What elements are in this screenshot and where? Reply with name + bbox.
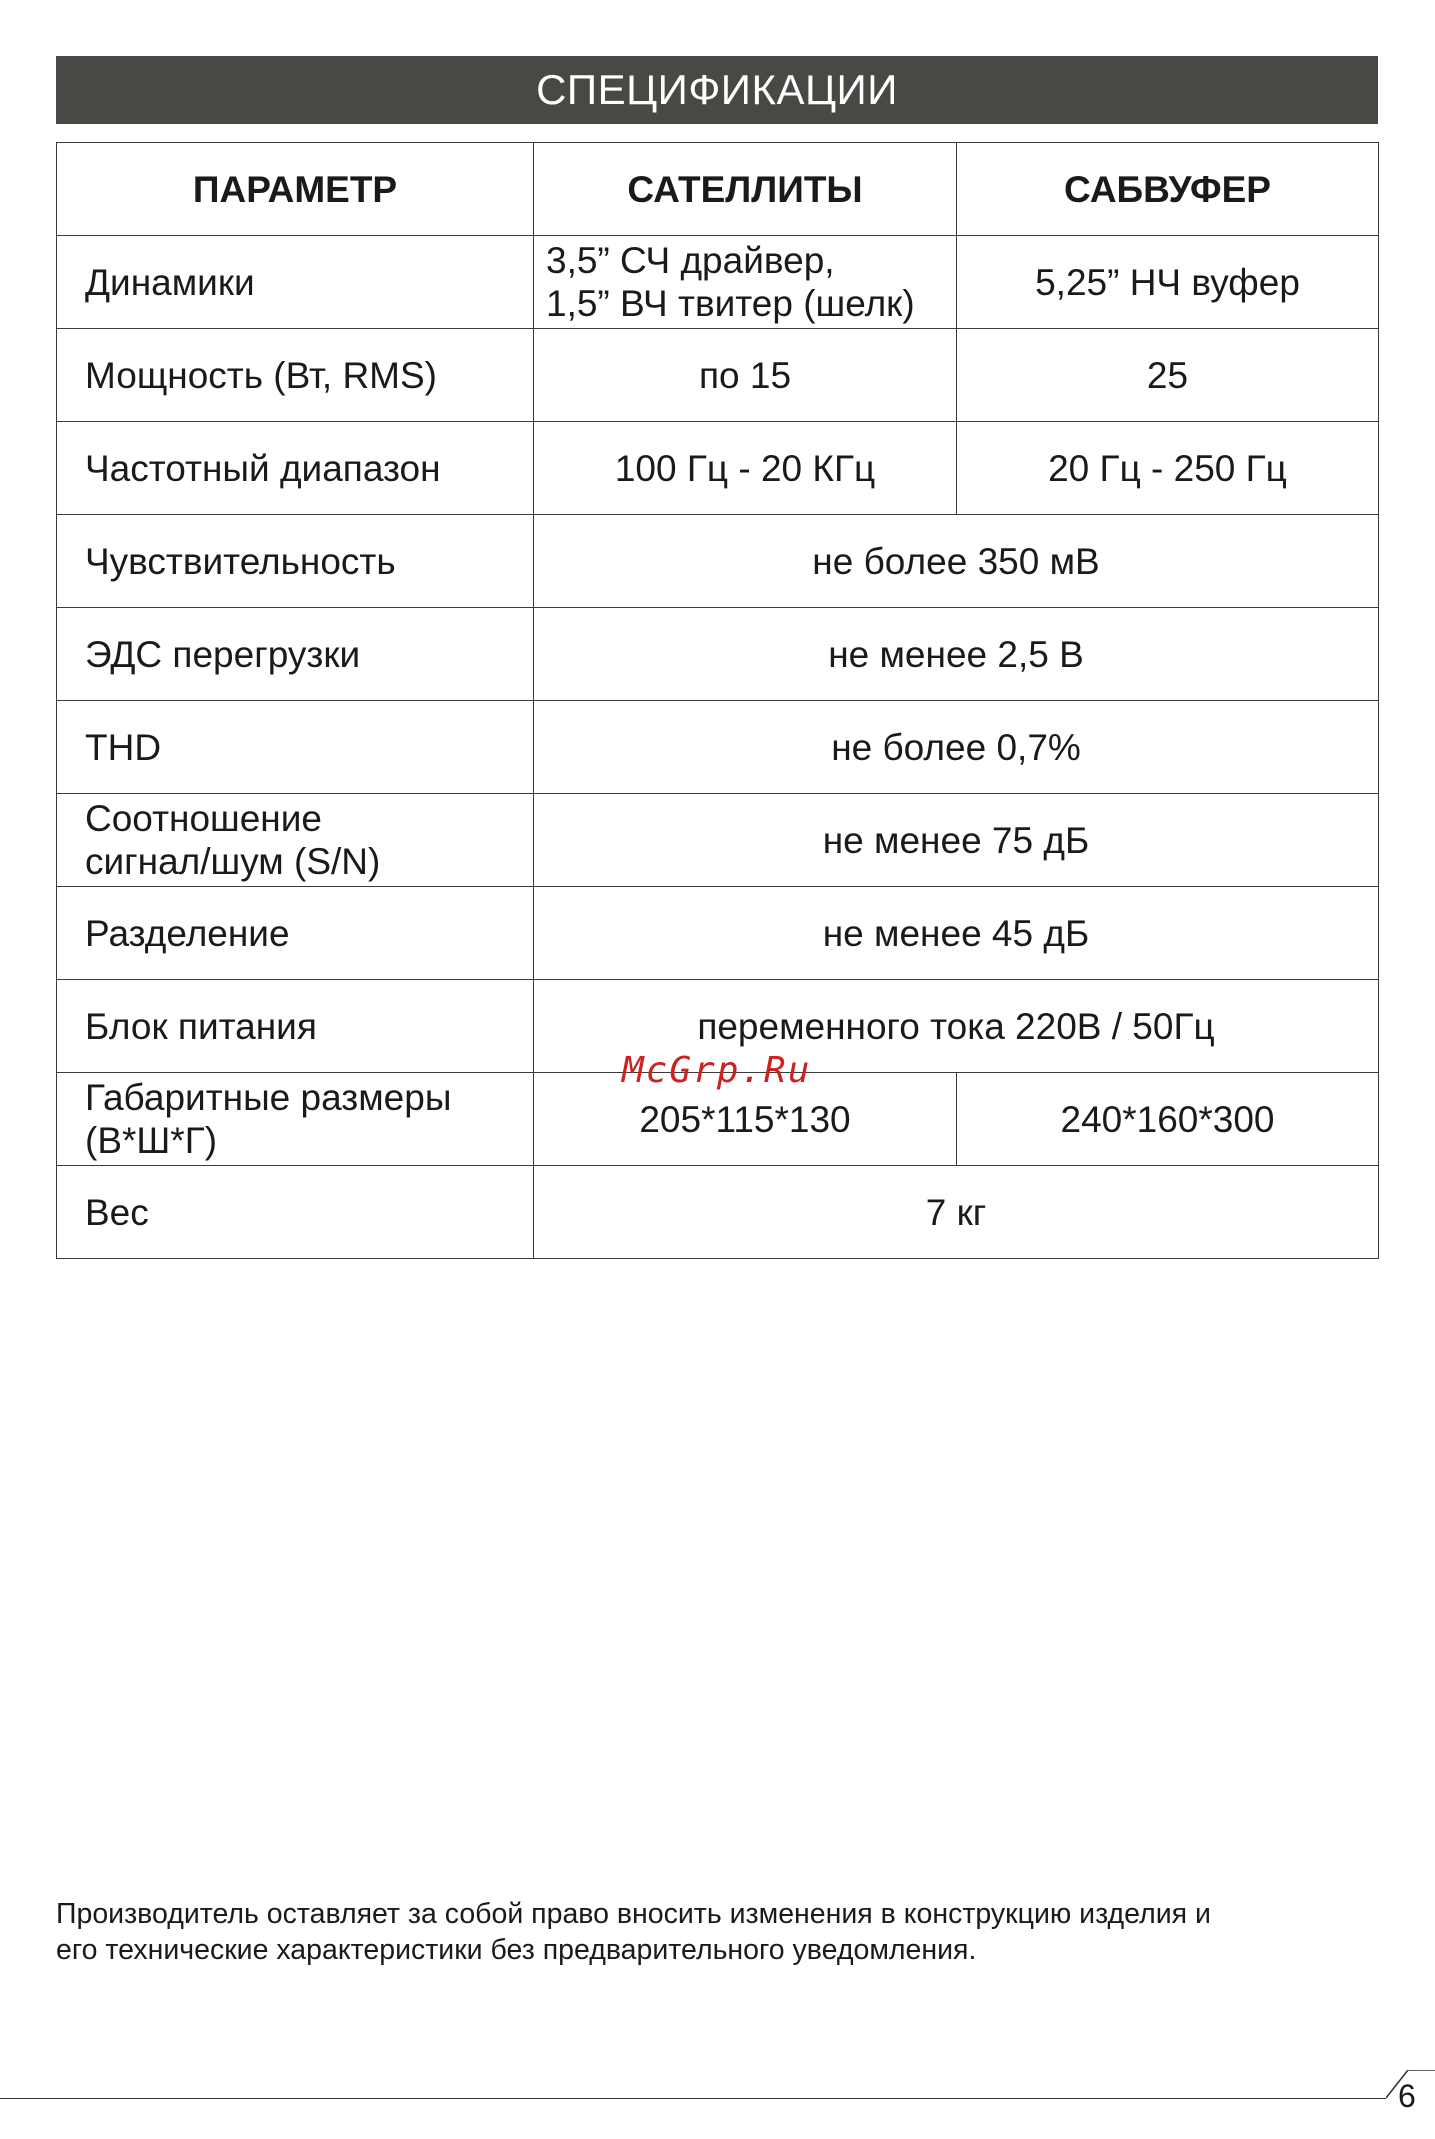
merged-value-cell: не менее 75 дБ xyxy=(534,794,1379,887)
table-row xyxy=(57,887,1379,980)
param-line: Соотношение xyxy=(85,798,322,839)
merged-value-cell: не более 350 мВ xyxy=(534,515,1379,608)
param-cell: Мощность (Вт, RMS) xyxy=(57,329,534,422)
footer-note xyxy=(56,1896,1386,1968)
page-title: СПЕЦИФИКАЦИИ xyxy=(56,56,1378,124)
param-cell: ЭДС перегрузки xyxy=(57,608,534,701)
param-cell xyxy=(57,794,534,887)
footer-note-line: Производитель оставляет за собой право вносить изменения в конструкцию изделия и xyxy=(56,1898,1211,1930)
subwoofer-cell: 5,25” НЧ вуфер xyxy=(957,236,1379,329)
spec-table xyxy=(56,142,1379,1259)
table-row xyxy=(57,608,1379,701)
param-line: сигнал/шум (S/N) xyxy=(85,841,381,882)
subwoofer-cell: 20 Гц - 250 Гц xyxy=(957,422,1379,515)
merged-value-cell: переменного тока 220В / 50Гц xyxy=(534,980,1379,1073)
table-row xyxy=(57,794,1379,887)
merged-value-cell: 7 кг xyxy=(534,1166,1379,1259)
footer-note-line: его технические характеристики без предварительного уведомления. xyxy=(56,1934,977,1966)
param-cell: Динамики xyxy=(57,236,534,329)
table-row xyxy=(57,422,1379,515)
table-row xyxy=(57,1166,1379,1259)
param-cell: Блок питания xyxy=(57,980,534,1073)
header-satellites: САТЕЛЛИТЫ xyxy=(534,143,957,236)
param-cell: Вес xyxy=(57,1166,534,1259)
table-row xyxy=(57,515,1379,608)
merged-value-cell: не более 0,7% xyxy=(534,701,1379,794)
satellites-cell: по 15 xyxy=(534,329,957,422)
param-cell: Чувствительность xyxy=(57,515,534,608)
param-line: (В*Ш*Г) xyxy=(85,1120,218,1161)
watermark: McGrp.Ru xyxy=(622,1050,812,1091)
page-number: 6 xyxy=(1398,2078,1416,2114)
satellites-cell xyxy=(534,236,957,329)
satellites-cell: 205*115*130 xyxy=(534,1073,957,1166)
subwoofer-cell: 240*160*300 xyxy=(957,1073,1379,1166)
table-row xyxy=(57,329,1379,422)
merged-value-cell: не менее 2,5 В xyxy=(534,608,1379,701)
param-cell: Частотный диапазон xyxy=(57,422,534,515)
satellites-line: 1,5” ВЧ твитер (шелк) xyxy=(546,283,915,324)
table-header-row xyxy=(57,143,1379,236)
satellites-cell: 100 Гц - 20 КГц xyxy=(534,422,957,515)
param-line: Габаритные размеры xyxy=(85,1077,452,1118)
param-cell xyxy=(57,1073,534,1166)
subwoofer-cell: 25 xyxy=(957,329,1379,422)
bottom-rule xyxy=(0,2098,1386,2099)
header-subwoofer: САБВУФЕР xyxy=(957,143,1379,236)
param-cell: THD xyxy=(57,701,534,794)
table-row xyxy=(57,701,1379,794)
param-cell: Разделение xyxy=(57,887,534,980)
satellites-line: 3,5” СЧ драйвер, xyxy=(546,240,835,281)
table-row xyxy=(57,236,1379,329)
header-parameter: ПАРАМЕТР xyxy=(57,143,534,236)
merged-value-cell: не менее 45 дБ xyxy=(534,887,1379,980)
